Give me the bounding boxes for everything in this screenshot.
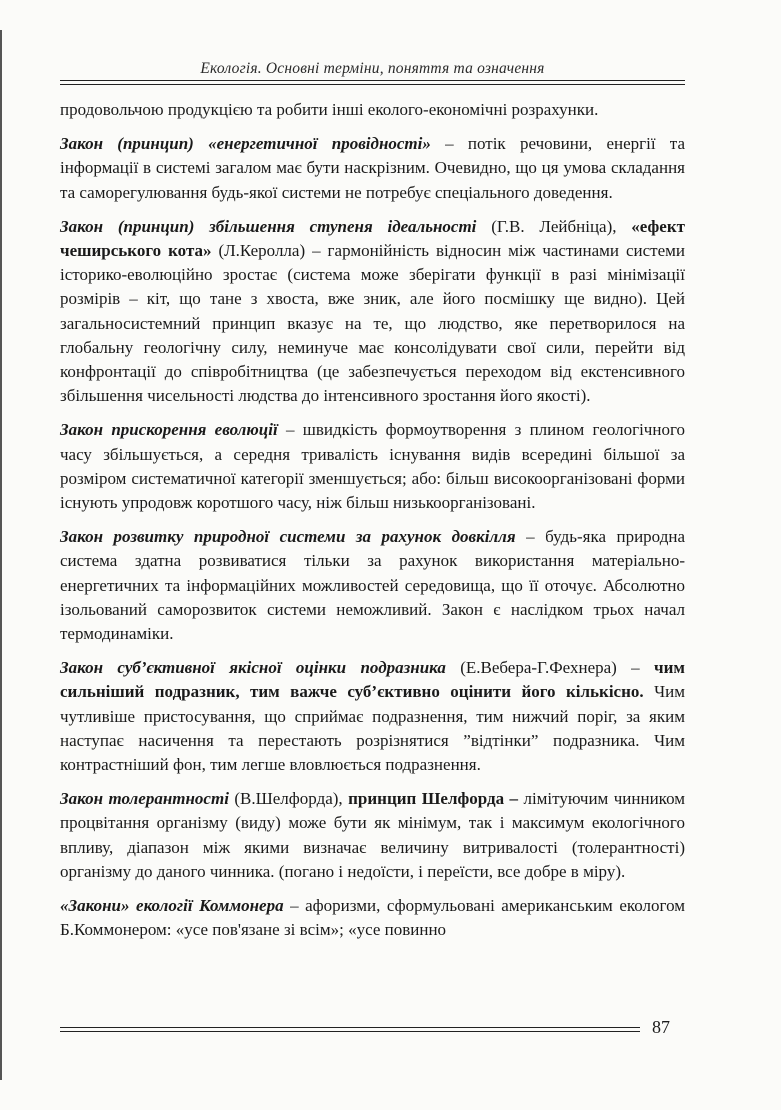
law-author: (Е.Вебера-Г.Фехнера) –	[445, 658, 655, 678]
law-term: Закон прискорення еволюції	[60, 420, 278, 440]
paragraph-tolerance-law	[60, 787, 685, 884]
page-body	[60, 98, 685, 953]
paragraph-stimulus-evaluation-law	[60, 656, 685, 777]
paragraph-continuation	[60, 98, 685, 122]
law-term: Закон толерантності	[60, 789, 229, 809]
paragraph-text: продовольчою продукцією та робити інші еколого-економічні розрахунки.	[60, 100, 599, 119]
footer-rule-bottom	[60, 1031, 640, 1032]
law-term: Закон (принцип) збільшення ступеня ідеальності	[60, 216, 477, 236]
law-term: Закон розвитку природної системи за рахунок довкілля	[60, 527, 516, 547]
running-header: Екологія. Основні терміни, поняття та означення	[200, 60, 545, 77]
page-edge-shadow	[0, 30, 2, 1080]
paragraph-text: – швидкість формоутворення з плином геологічного часу збільшується, а середня тривалість існування видів всередині більшої за розміром систематичної категорії зменшується; або: більш високоорганізовані форми існують упродовж коротшого часу, ніж більш низькоорганізовані.	[60, 420, 686, 513]
law-author: (В.Шелфорда),	[228, 789, 349, 809]
bold-phrase: «ефект чеширського кота»	[60, 216, 686, 261]
paragraph-text: лімітуючим чинником процвітання організму (виду) може бути як мінімум, так і максимум екологічного впливу, діапазон між якими визначає величину витривалості (толерантності) організму до даного чинника. (погано і недоїсти, і переїсти, все добре в міру).	[60, 789, 686, 881]
paragraph-text: – афоризми, сформульовані американським екологом Б.Коммонером: «усе пов'язане зі всім»; «усе повинно	[60, 896, 686, 940]
law-term: Закон суб’єктивної якісної оцінки подразника	[60, 658, 446, 678]
page-number: 87	[652, 1017, 670, 1037]
header-rule-top	[60, 80, 685, 81]
paragraph-text: (Л.Керолла) – гармонійність відносин між частинами системи історико-еволюційно зростає (система може зберігати функції в разі мінімізації розмірів – кіт, що тане з хвоста, вже зник, але його посмішку ще видно). Цей загальносистемний принцип вказує на те, що людство, яке перетворилося на глобальну геологічну силу, неминуче має консолідувати свої сили, перейти від конфронтації до співробітництва (це забезпечується переходом від екстенсивного збільшення чисельності людства до інтенсивного зростання його якості).	[60, 241, 685, 406]
law-term: «Закони» екології Коммонера	[60, 896, 284, 916]
footer-rule-top	[60, 1027, 640, 1028]
paragraph-text: – будь-яка природна система здатна розвиватися тільки за рахунок використання матеріально-енергетичних та інформаційних можливостей середовища, що її оточує. Абсолютно ізольований саморозвиток системи неможливий. Закон є наслідком трьох начал термодинаміки.	[60, 527, 685, 644]
paragraph-text: – потік речовини, енергії та інформації в системі загалом має бути наскрізним. Очевидно, що ця умова складання та саморегулювання будь-якої системи не потребує спеціального доведення.	[60, 134, 685, 202]
paragraph-text: Чим чутливіше пристосування, що сприймає подразнення, тим нижчий поріг, за яким наступає насичення та перестають розрізнятися ”відтінки” подразника. Чим контрастніший фон, тим легше вловлюється подразнення.	[60, 682, 685, 775]
paragraph-ideality-law	[60, 215, 685, 409]
bold-phrase: чим сильніший подразник, тим важче суб’єктивно оцінити його кількісно.	[60, 658, 685, 702]
header-rule-bottom	[60, 84, 685, 85]
paragraph-natural-system-law	[60, 525, 685, 646]
law-term: Закон (принцип) «енергетичної провідності»	[60, 134, 431, 154]
paragraph-commoner-laws	[60, 894, 685, 942]
law-author: (Г.В. Лейбніца),	[476, 216, 632, 236]
bold-phrase: принцип Шелфорда –	[348, 789, 519, 809]
paragraph-evolution-acceleration-law	[60, 418, 685, 515]
paragraph-energy-conductivity-law	[60, 132, 685, 205]
